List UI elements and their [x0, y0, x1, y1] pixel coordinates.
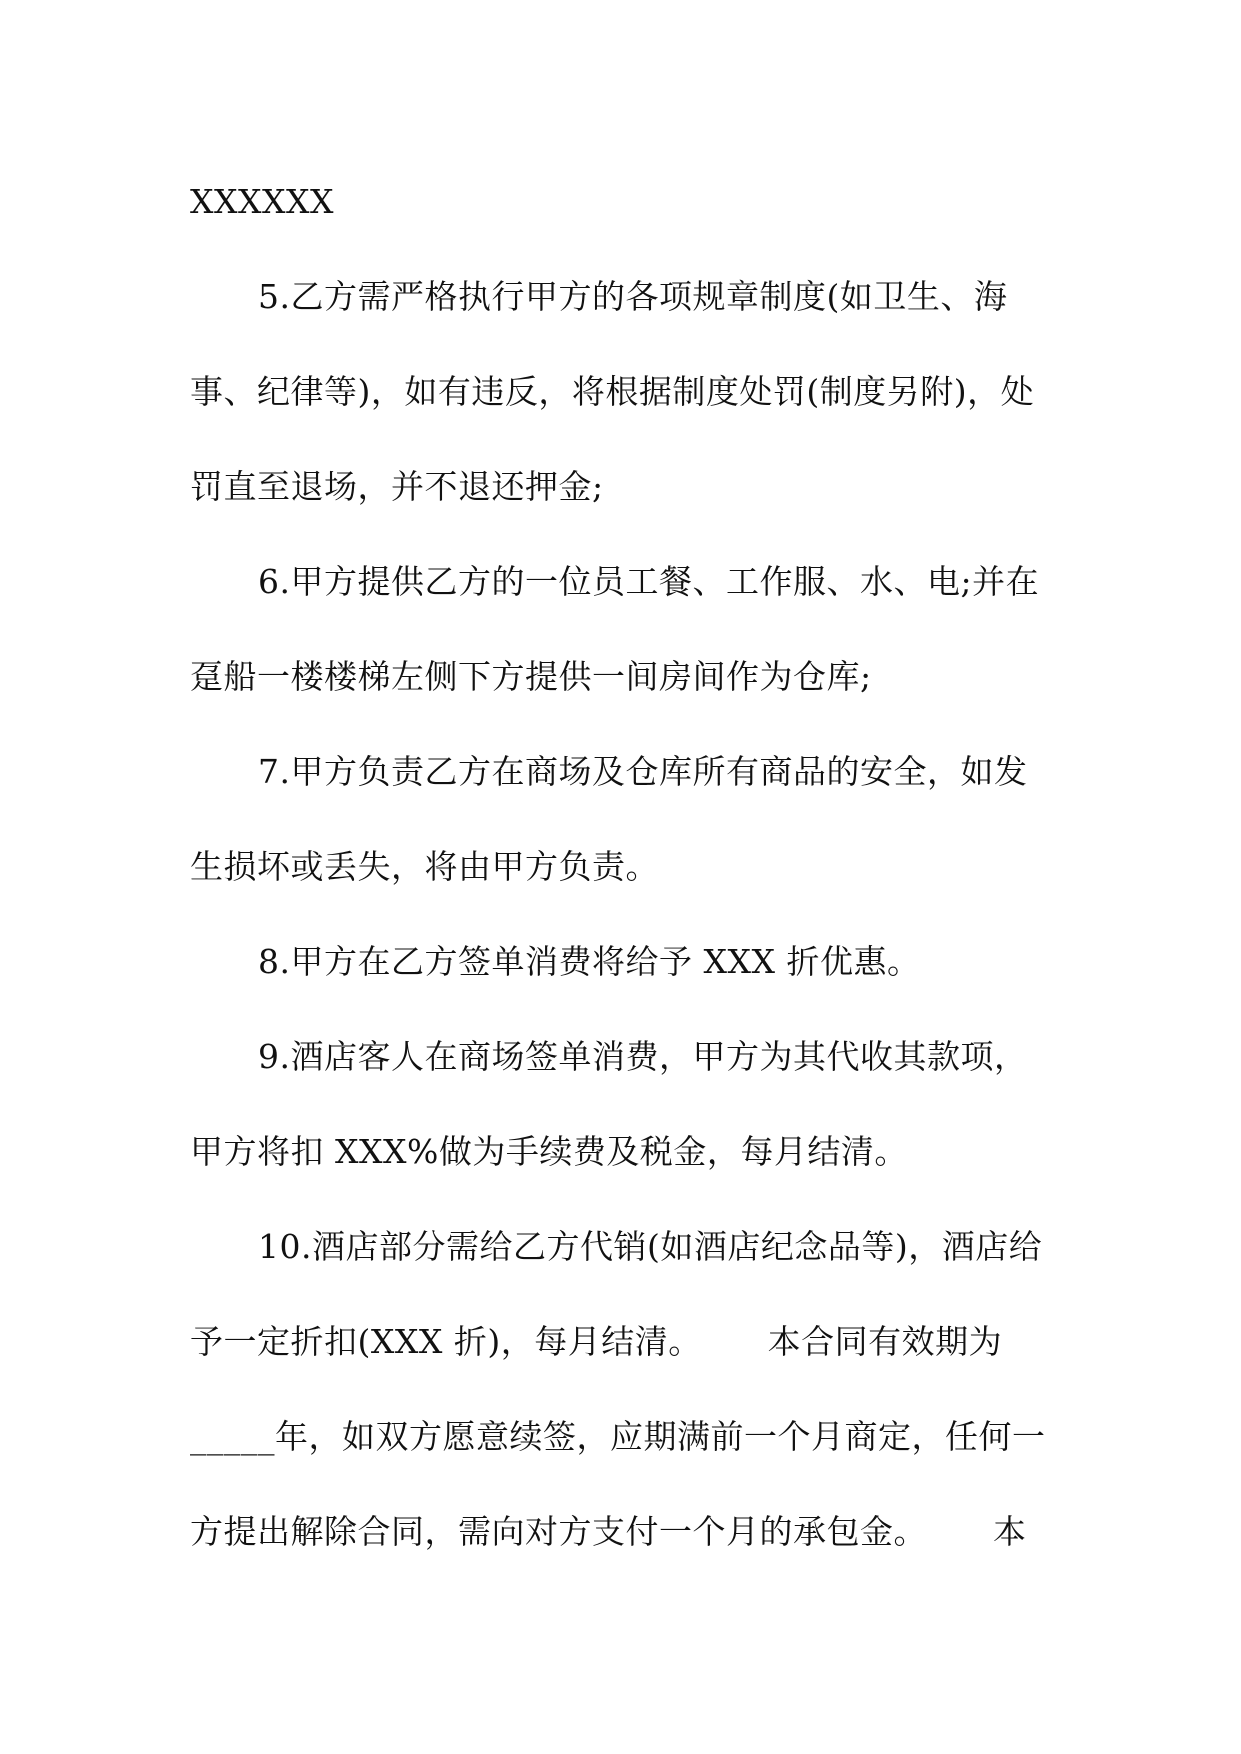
clause-10-line-2: 予一定折扣(XXX 折)，每月结清。 本合同有效期为: [190, 1322, 1003, 1361]
clause-10-line-1: 10.酒店部分需给乙方代销(如酒店纪念品等)，酒店给: [258, 1227, 1043, 1266]
clause-6-line-2: 趸船一楼楼梯左侧下方提供一间房间作为仓库;: [190, 657, 872, 696]
clause-8-line-1: 8.甲方在乙方签单消费将给予 XXX 折优惠。: [258, 942, 921, 981]
clause-6-line-1: 6.甲方提供乙方的一位员工餐、工作服、水、电;并在: [258, 562, 1040, 601]
clause-9-line-2: 甲方将扣 XXX%做为手续费及税金，每月结清。: [190, 1132, 908, 1171]
text-line: XXXXXX: [190, 182, 334, 221]
clause-9-line-1: 9.酒店客人在商场签单消费，甲方为其代收其款项，: [258, 1037, 1028, 1076]
clause-7-line-1: 7.甲方负责乙方在商场及仓库所有商品的安全，如发: [258, 752, 1028, 791]
contract-term-line-2: 方提出解除合同，需向对方支付一个月的承包金。 本: [190, 1512, 1027, 1551]
clause-5-line-1: 5.乙方需严格执行甲方的各项规章制度(如卫生、海: [258, 277, 1008, 316]
clause-5-line-3: 罚直至退场，并不退还押金;: [190, 467, 604, 506]
clause-7-line-2: 生损坏或丢失，将由甲方负责。: [190, 847, 659, 886]
contract-term-line-1: _____年，如双方愿意续签，应期满前一个月商定，任何一: [190, 1417, 1046, 1456]
clause-5-line-2: 事、纪律等)，如有违反，将根据制度处罚(制度另附)，处: [190, 372, 1035, 411]
